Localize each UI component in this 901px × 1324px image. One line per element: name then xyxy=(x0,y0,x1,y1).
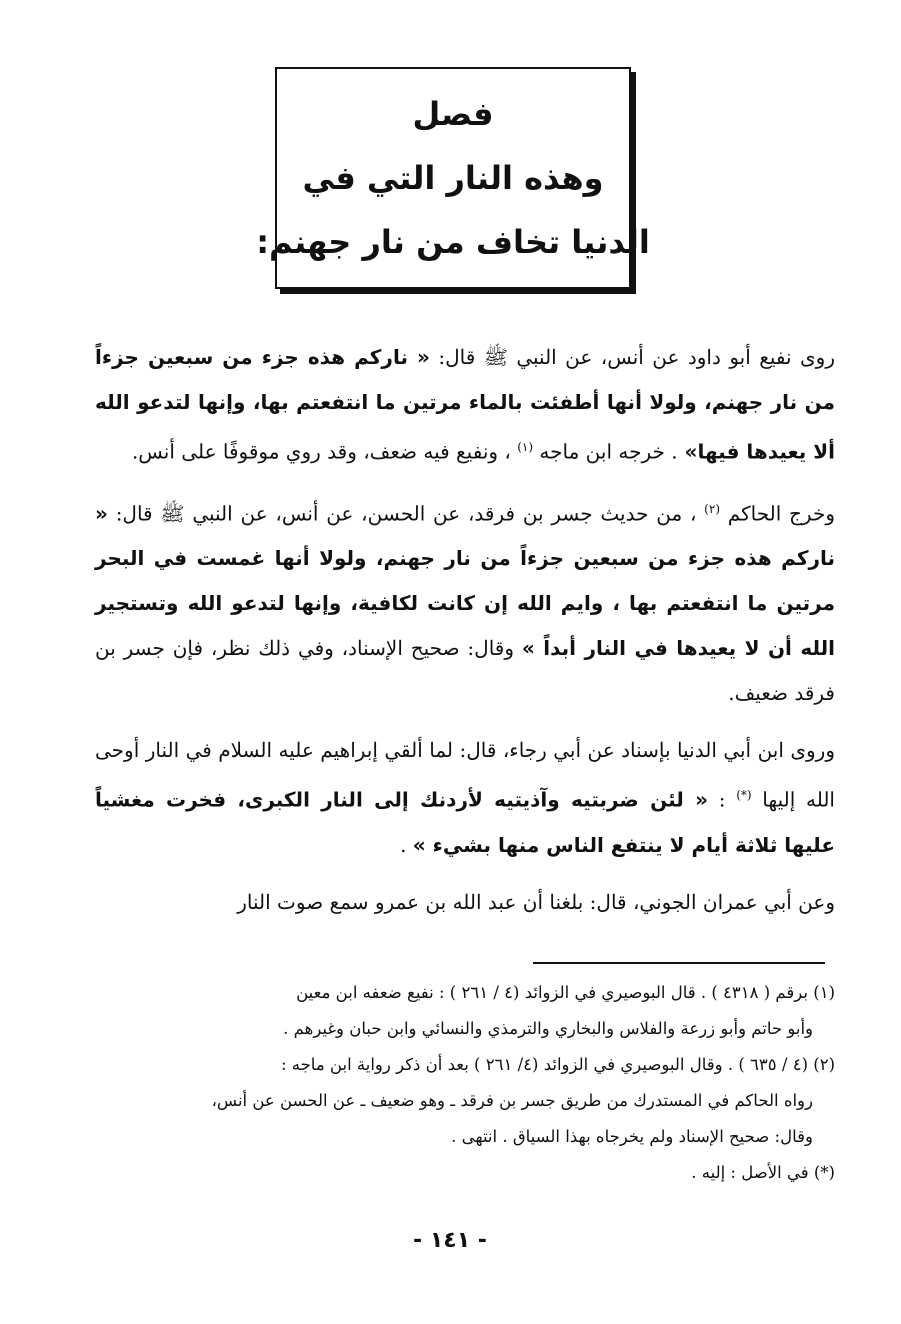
title-line-3: الدنيا تخاف من نار جهنم: xyxy=(256,223,650,261)
footnote-ref: (٢) xyxy=(704,501,720,516)
text: . خرجه ابن ماجه xyxy=(533,439,678,464)
text: روى نفيع أبو داود عن أنس، عن النبي ﷺ قال: xyxy=(429,345,835,369)
text: وخرج الحاكم xyxy=(720,501,835,526)
main-text xyxy=(95,335,835,937)
text: : xyxy=(708,787,737,812)
paragraph-2 xyxy=(95,487,835,717)
footnote-1-continued: وأبو حاتم وأبو زرعة والفلاس والبخاري والترمذي والنسائي وابن حبان وغيرهم . xyxy=(283,1019,813,1038)
paragraph-1 xyxy=(95,335,835,475)
footnote-2-continued: رواه الحاكم في المستدرك من طريق جسر بن فرقد ـ وهو ضعيف ـ عن الحسن عن أنس، xyxy=(211,1091,813,1110)
text: وقال: صحيح الإسناد، وفي ذلك نظر، فإن جسر بن فرقد ضعيف. xyxy=(95,636,835,706)
title-line-2: وهذه النار التي في xyxy=(302,159,604,197)
chapter-title-box xyxy=(256,67,650,289)
footnote-2: (٢) (٤ / ٦٣٥ ) . وقال البوصيري في الزوائد (٤/ ٢٦١ ) بعد أن ذكر رواية ابن ماجه : xyxy=(280,1055,835,1074)
text: وروى ابن أبي الدنيا بإسناد عن أبي رجاء، قال: لما ألقي إبراهيم عليه السلام في النار أوحى الله إليها xyxy=(95,738,835,812)
paragraph-3 xyxy=(95,728,835,868)
footnote-1: (١) برقم ( ٤٣١٨ ) . قال البوصيري في الزوائد (٤ / ٢٦١ ) : نفيع ضعفه ابن معين xyxy=(296,983,835,1002)
footnote-divider xyxy=(533,962,825,964)
page-number: - ١٤١ - xyxy=(413,1228,487,1253)
text: ، من حديث جسر بن فرقد، عن الحسن، عن أنس، عن النبي ﷺ قال: xyxy=(107,501,705,526)
footnote-3: (*) في الأصل : إليه . xyxy=(691,1163,835,1182)
hadith-quote: « ناركم هذه جزء من سبعين جزءاً من نار جهنم، ولولا أنها غمست في البحر مرتين ما انتفعتم بها ، وايم الله إن كانت لكافية، وإنها لتدعو الله وتستجير الله أن لا يعيدها في النار أبداً » xyxy=(95,501,835,661)
text: . xyxy=(400,832,413,857)
paragraph-4: وعن أبي عمران الجوني، قال: بلغنا أن عبد الله بن عمرو سمع صوت النار xyxy=(237,889,835,914)
title-line-1: فصل xyxy=(412,95,494,133)
text: ، ونفيع فيه ضعف، وقد روي موقوفًا على أنس. xyxy=(131,439,518,464)
footnote-ref: (١) xyxy=(517,440,534,454)
footnotes xyxy=(95,975,835,1191)
hadith-quote: « لئن ضربتيه وآذيتيه لأردنك إلى النار الكبرى، فخرت مغشياً عليها ثلاثة أيام لا ينتفع الناس منها بشيء » xyxy=(95,787,835,857)
footnote-2-continued: وقال: صحيح الإسناد ولم يخرجاه بهذا السياق . انتهى . xyxy=(451,1127,813,1146)
footnote-ref: (*) xyxy=(736,788,752,803)
hadith-quote: « ناركم هذه جزء من سبعين جزءاً من نار جهنم، ولولا أنها أطفئت بالماء مرتين ما انتفعتم بها، وإنها لتدعو الله ألا يعيدها فيها» xyxy=(95,345,835,464)
